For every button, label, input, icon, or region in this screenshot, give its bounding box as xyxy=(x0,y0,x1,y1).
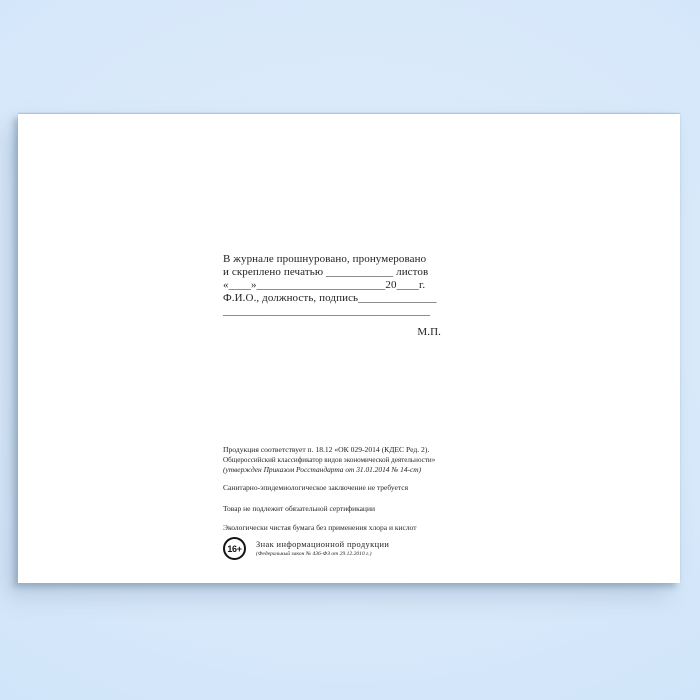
standard-line-3: (утвержден Приказом Росстандарта от 31.01.2014 № 14-ст) xyxy=(223,465,422,474)
certification-block xyxy=(223,253,441,338)
cert-line-5-blank: _____________________________________ xyxy=(223,304,431,317)
sanitary-note: Санитарно-эпидемиологическое заключение не требуется xyxy=(223,483,409,492)
journal-back-page xyxy=(18,114,680,583)
cert-line-1: В журнале прошнуровано, пронумеровано xyxy=(223,253,427,265)
age-rating-badge-text: 16+ xyxy=(227,543,242,554)
age-rating-law: (Федеральный закон № 436-ФЗ от 29.12.2010 г.) xyxy=(256,551,372,557)
standard-line-1: Продукция соответствует п. 18.12 «ОК 029-2014 (КДЕС Ред. 2). xyxy=(223,445,430,454)
certification-note: Товар не подлежит обязательной сертификации xyxy=(223,504,375,513)
cert-line-2: и скреплено печатью ____________ листов xyxy=(223,265,429,278)
age-rating-label: Знак информационной продукции xyxy=(256,540,390,549)
ecology-note: Экологически чистая бумага без применения хлора и кислот xyxy=(223,523,417,532)
age-rating-row xyxy=(223,537,483,560)
compliance-block xyxy=(223,444,483,560)
age-rating-text xyxy=(256,537,389,558)
cert-line-4: Ф.И.О., должность, подпись______________ xyxy=(223,291,437,304)
age-rating-16plus-icon xyxy=(223,537,246,560)
seal-mark: М.П. xyxy=(417,325,441,338)
cert-line-3: «____»_______________________20____г. xyxy=(223,278,426,291)
standard-line-2: Общероссийский классификатор видов экономической деятельности» xyxy=(223,456,436,464)
